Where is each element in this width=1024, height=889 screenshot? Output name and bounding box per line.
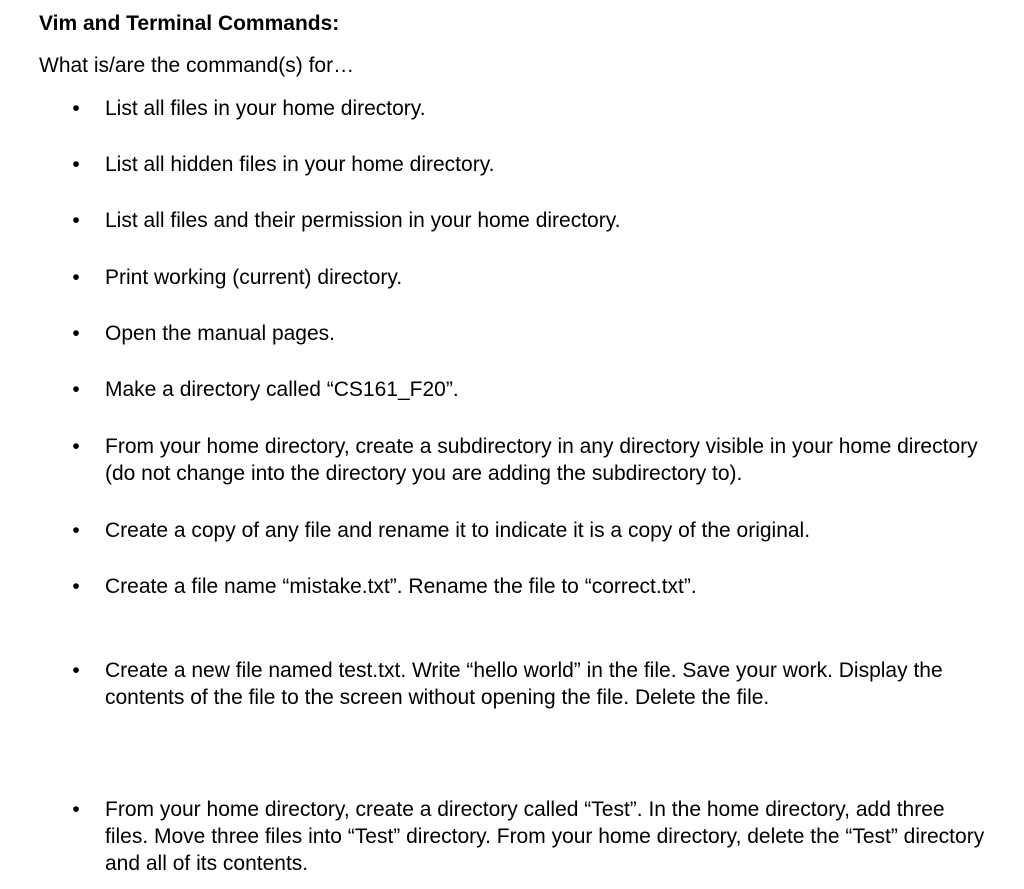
bullet-icon: • (72, 519, 80, 542)
bullet-icon: • (72, 435, 80, 458)
list-item-text: List all hidden files in your home directory. (105, 153, 495, 176)
list-item-text: List all files and their permission in your home directory. (105, 209, 621, 232)
list-item-text: Create a copy of any file and rename it to indicate it is a copy of the original. (105, 519, 811, 542)
list-item-text: From your home directory, create a directory called “Test”. In the home directory, add three files. Move three files into “Test” directory. From your home directory, delete the “Test” directory and all of its contents. (105, 798, 985, 875)
list-item-text: Make a directory called “CS161_F20”. (105, 378, 459, 401)
document-title: Vim and Terminal Commands: (39, 12, 340, 35)
list-item-text: Create a file name “mistake.txt”. Rename the file to “correct.txt”. (105, 575, 697, 598)
list-item-text: From your home directory, create a subdirectory in any directory visible in your home directory (do not change into the directory you are adding the subdirectory to). (105, 435, 978, 485)
bullet-icon: • (72, 153, 80, 176)
bullet-icon: • (72, 209, 80, 232)
bullet-icon: • (72, 97, 80, 120)
bullet-icon: • (72, 266, 80, 289)
list-item-text: Open the manual pages. (105, 322, 335, 345)
bullet-icon: • (72, 378, 80, 401)
bullet-icon: • (72, 798, 80, 821)
bullet-icon: • (72, 659, 80, 682)
list-item-text: Print working (current) directory. (105, 266, 403, 289)
list-item-text: Create a new file named test.txt. Write “hello world” in the file. Save your work. Display the contents of the file to the screen without opening the file. Delete the file. (105, 659, 943, 709)
bullet-icon: • (72, 575, 80, 598)
list-item-text: List all files in your home directory. (105, 97, 426, 120)
document-intro: What is/are the command(s) for… (39, 54, 355, 77)
bullet-icon: • (72, 322, 80, 345)
